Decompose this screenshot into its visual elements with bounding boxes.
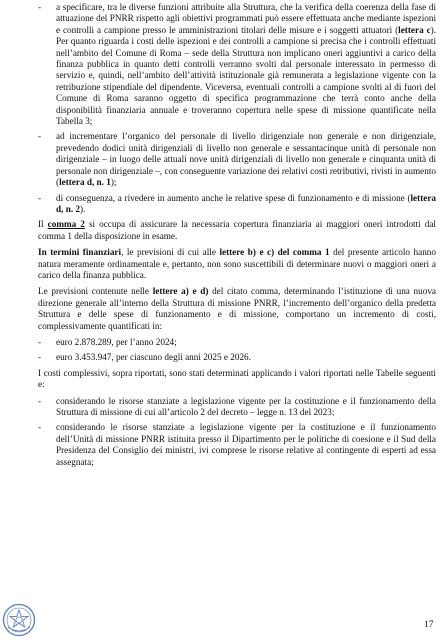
page-number: 17 — [424, 620, 434, 630]
list-bullet: - — [38, 192, 42, 203]
list-considerations — [38, 396, 436, 468]
bold-text-span: In termini finanziari — [38, 247, 122, 258]
list-costs — [38, 337, 436, 364]
list-item — [38, 352, 436, 363]
text-span: Il — [38, 219, 48, 230]
list-item — [38, 193, 436, 216]
text-span: ad incrementare l’organico del personale di livello dirigenziale non generale e non dirigenziale, prevedendo dodici unità dirigenziali di livello non generale e sessantacinque unità di personale non dirigenziale – in luogo delle attuali nove unità dirigenziali di livello non generale e cinquanta unità di personale non dirigenziale –, con conseguente variazione dei relativi costi retributivi, rivisti in aumento ( — [56, 131, 436, 188]
text-span: del presente articolo hanno natura meramente ordinamentale e, pertanto, non sono suscettibili di determinare nuovi o maggiori oneri a carico della finanza pubblica. — [38, 247, 436, 280]
bold-text-span: lettere a) e d) — [152, 286, 209, 297]
list-item — [38, 131, 436, 188]
bold-text-span: comma 2 — [47, 219, 85, 230]
list-bullet: - — [38, 2, 42, 12]
text-span: considerando le risorse stanziate a legislazione vigente per la costituzione e il funzionamento della Struttura di missione di cui all’articolo 2 del decreto – legge n. 13 del 2023; — [56, 395, 436, 417]
paragraph-comma-2 — [38, 219, 436, 242]
bold-text-span: lettera d, n. 2 — [56, 192, 436, 214]
text-span: di conseguenza, a rivedere in aumento anche le relative spese di funzionamento e di missione ( — [56, 192, 411, 203]
text-span: ); — [110, 177, 117, 188]
text-span: ). Per quanto riguarda i costi delle ispezioni e dei controlli a campione si precisa che i controlli effettuati nell’ambito del Comune di Roma – sede della Struttura non implicano oneri aggiuntivi a carico della finanza pubblica in quanto detti controlli verranno svolti dal personale interessato in permesso di servizio e, quindi, nell’ambito dell’attività istituzionale già remunerata a legislazione vigente con la retribuzione stipendiale del dipendente. Viceversa, eventuali controlli a campione svolti al di fuori del Comune di Roma saranno oggetto di specifica programmazione che terrà conto anche della disponibilità finanziaria annuale e troveranno copertura nelle spese di missione quantificate nella Tabella 3; — [56, 24, 437, 127]
text-span: del citato comma, determinando l’istituzione di una nuova direzione generale all’interno della Struttura di missione PNRR, l’incremento dell’organico della predetta Struttura e delle spese di funzionamento e di missione, comportano un incremento di costi, complessivamente quantificati in: — [38, 286, 436, 331]
page-content — [38, 2, 436, 472]
list-bullet: - — [38, 352, 42, 363]
text-span: euro 2.878.289, per l’anno 2024; — [56, 336, 177, 347]
paragraph-termini-finanziari — [38, 247, 436, 281]
list-item-text — [56, 193, 436, 216]
text-span: considerando le risorse stanziate a legislazione vigente per la costituzione e il funzionamento dell’Unità di missione PNRR istituita presso il Dipartimento per le politiche di coesione e il Sud della Presidenza del Consiglio dei ministri, ivi comprese le risorse relative al contingente di esperti ad essa assegnata; — [56, 422, 436, 467]
bold-text-span: lettere b) e c) del comma 1 — [219, 247, 330, 258]
list-item-text — [56, 337, 436, 348]
list-bullet: - — [38, 131, 42, 142]
text-span: euro 3.453.947, per ciascuno degli anni 2025 e 2026. — [56, 352, 251, 363]
list-bullet: - — [38, 336, 42, 347]
text-span: I costi complessivi, sopra riportati, sono stati determinati applicando i valori riportati nelle Tabelle seguenti e: — [38, 367, 436, 390]
list-1 — [38, 2, 436, 215]
list-bullet: - — [38, 395, 42, 406]
republic-seal-icon — [2, 603, 36, 637]
text-span: si occupa di assicurare la necessaria copertura finanziaria ai maggiori oneri introdotti dal comma 1 della disposizione in esame. — [38, 219, 436, 241]
list-item-text — [56, 131, 436, 188]
list-item — [38, 422, 436, 468]
text-span: a specificare, tra le diverse funzioni attribuite alla Struttura, che la verifica della coerenza della fase di attuazione del PNRR rispetto agli obiettivi programmati può essere effettuata anche mediante ispezioni e controlli a campione presso le amministrazioni titolari delle misure e i soggetti attuatori ( — [56, 2, 436, 35]
text-span: Le previsioni contenute nelle — [38, 286, 153, 297]
list-item — [38, 396, 436, 419]
paragraph-previsioni — [38, 286, 436, 332]
list-item-text — [56, 352, 436, 363]
list-item — [38, 337, 436, 348]
list-item-text — [56, 2, 436, 127]
paragraph-costi-complessivi — [38, 368, 436, 391]
text-span: , le previsioni di cui alle — [121, 247, 220, 258]
list-item-text — [56, 396, 436, 419]
list-item-text — [56, 422, 436, 468]
list-bullet: - — [38, 422, 42, 433]
text-span: ). — [80, 203, 86, 214]
list-item — [38, 2, 436, 127]
bold-text-span: lettera c — [398, 24, 431, 35]
bold-text-span: lettera d, n. 1 — [59, 177, 111, 188]
